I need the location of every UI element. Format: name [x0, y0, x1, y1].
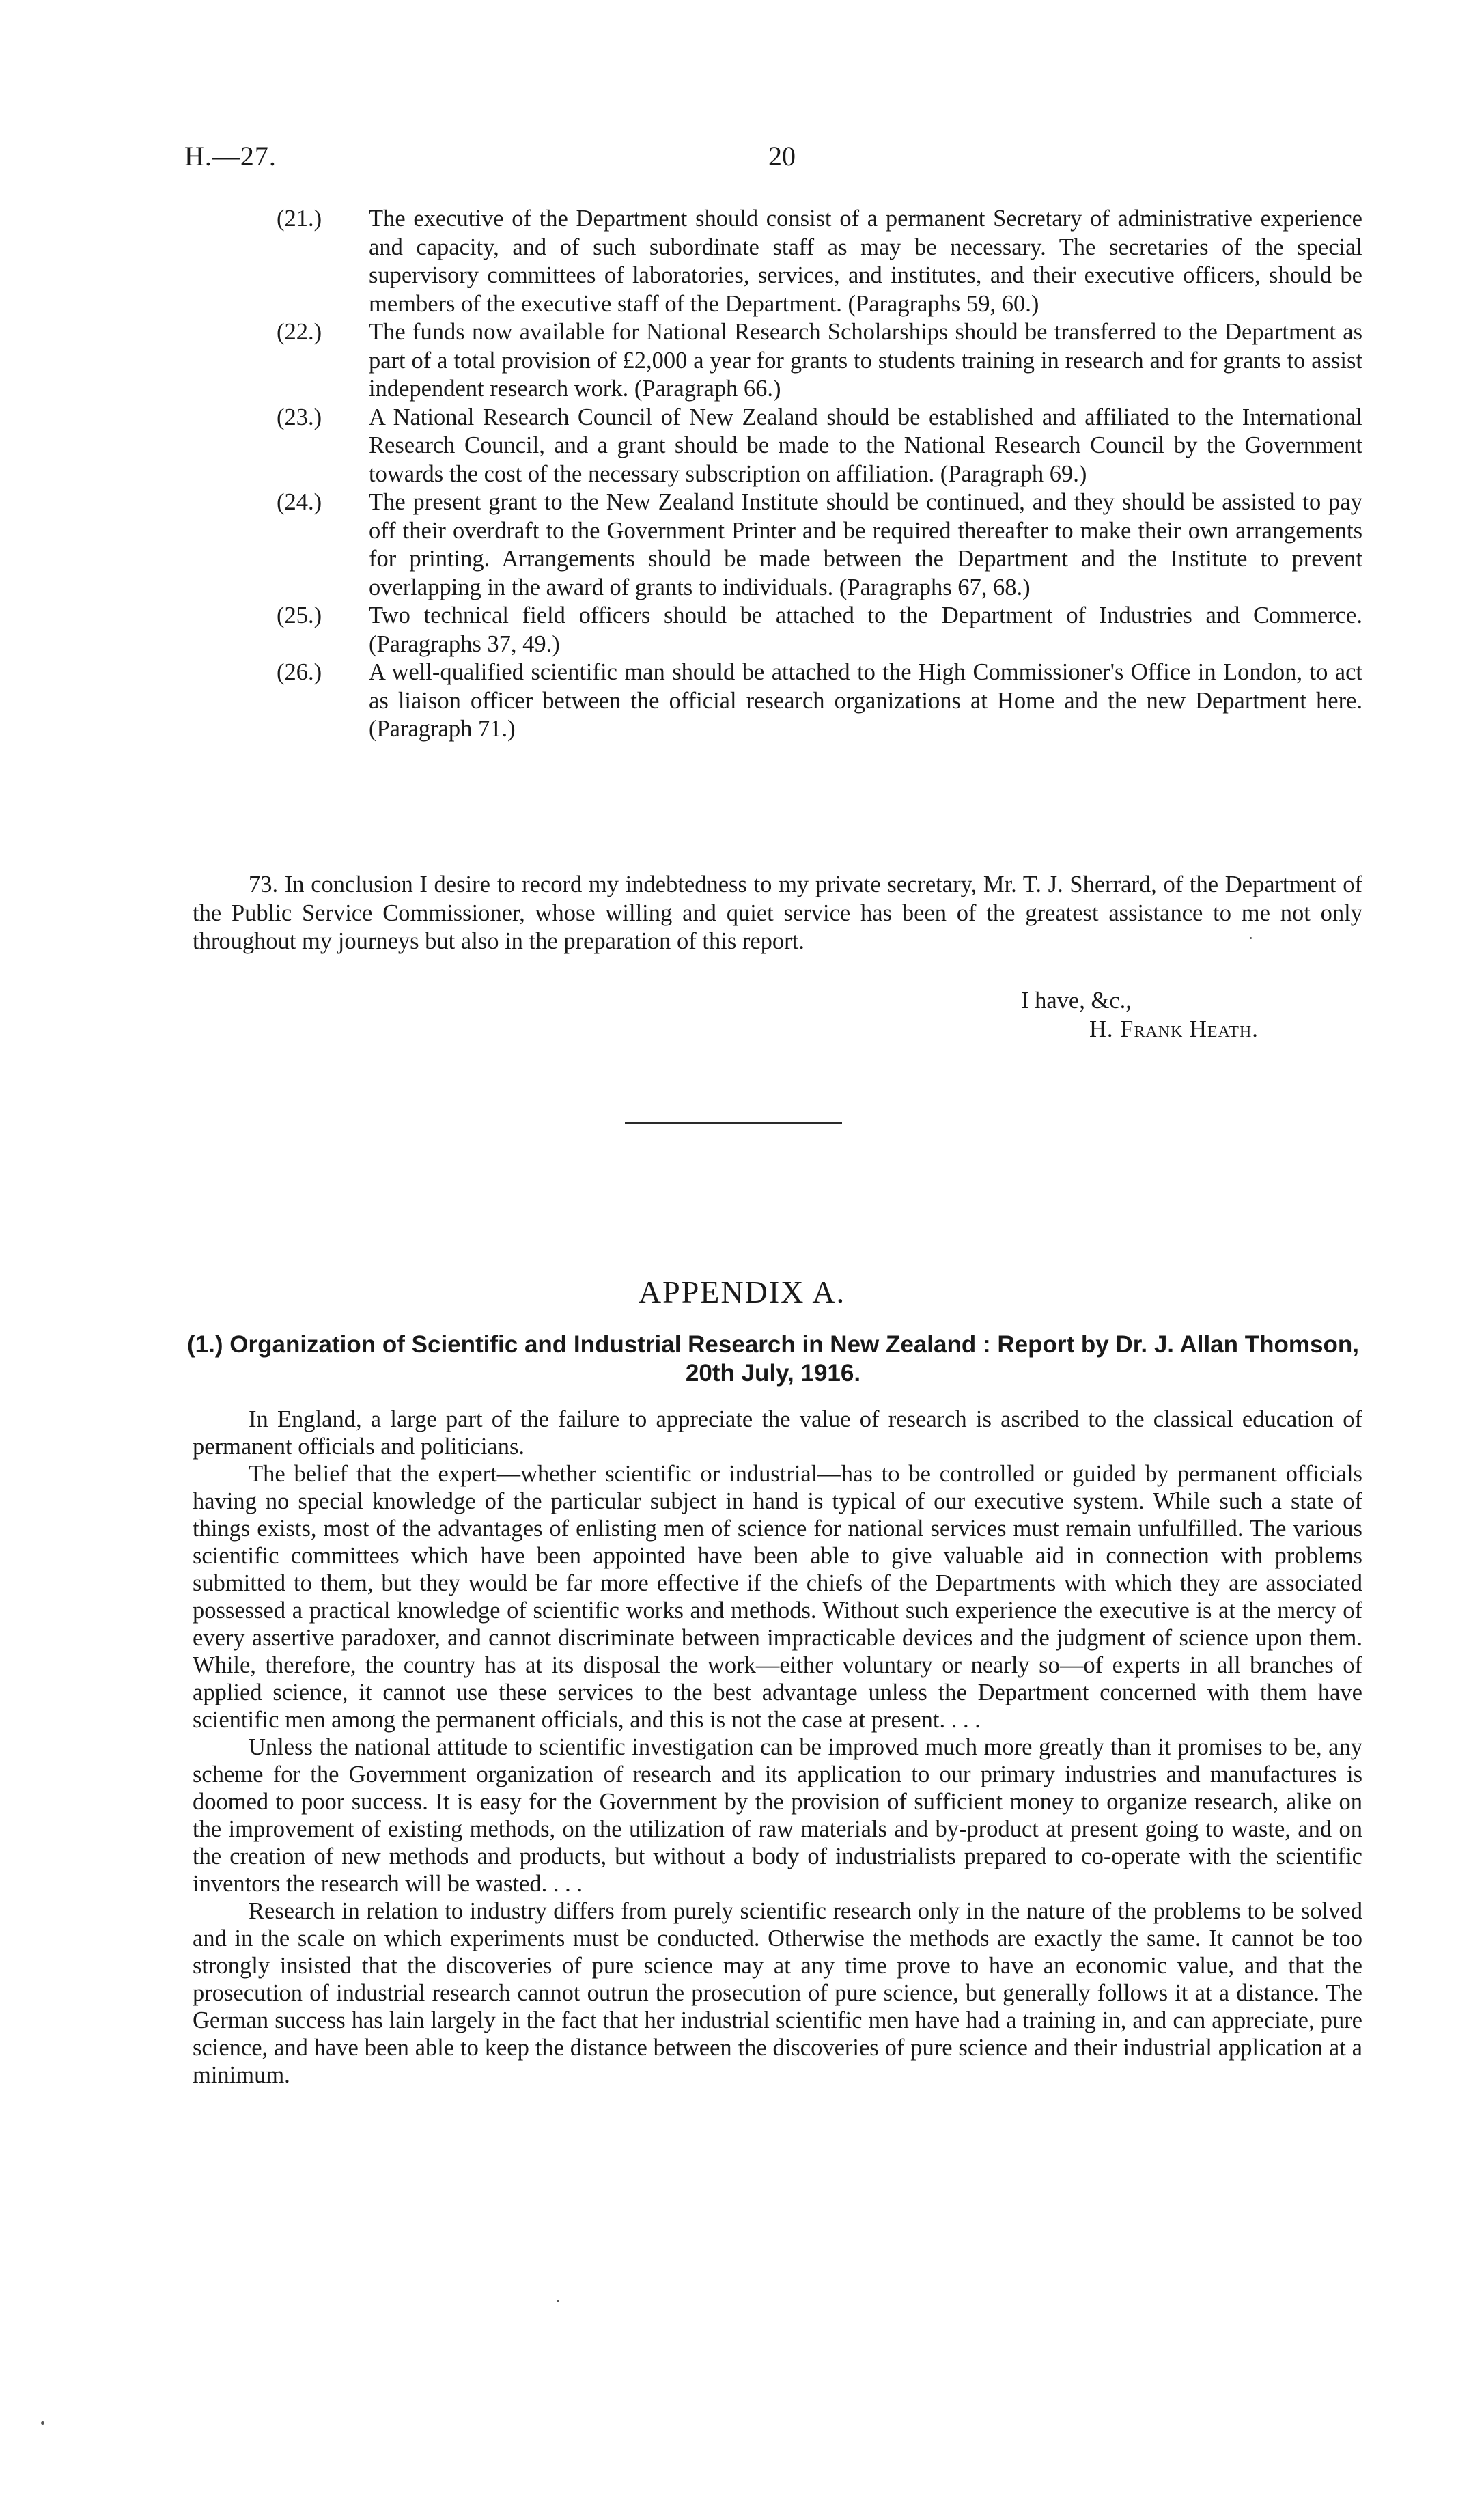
scan-speck	[41, 2421, 44, 2425]
page-number: 20	[768, 141, 796, 171]
body-paragraph: Unless the national attitude to scientific investigation can be improved much more greatly than it promises to be, any scheme for the Government organization of research and its application to our primary industries and manufactures is doomed to poor success. It is easy for the Government by the provision of sufficient money to organize research, alike on the improvement of existing methods, on the utilization of raw materials and by-product at present going to waste, and on the creation of new methods and products, but without a body of industrialists prepared to co-operate with the scientific inventors the research will be wasted. . . .	[193, 1734, 1362, 1897]
recommendation-item	[277, 658, 1362, 744]
recommendation-number: (26.)	[277, 659, 322, 685]
recommendation-item	[277, 205, 1362, 318]
recommendation-text: A National Research Council of New Zealand should be established and affiliated to the International Research Council, and a grant should be made to the National Research Council by the Government towards the cost of the necessary subscription on affiliation. (Paragraph 69.)	[369, 404, 1362, 487]
recommendation-item	[277, 318, 1362, 404]
recommendation-number: (24.)	[277, 489, 322, 515]
body-paragraph: In England, a large part of the failure to appreciate the value of research is ascribed to the classical education of permanent officials and politicians.	[193, 1406, 1362, 1460]
recommendation-item	[277, 404, 1362, 489]
scan-speck	[1250, 937, 1252, 939]
section-divider	[625, 1122, 842, 1124]
recommendation-item	[277, 488, 1362, 602]
recommendation-text: The executive of the Department should consist of a permanent Secretary of administrative experience and capacity, and of such subordinate staff as may be necessary. The secretaries of the special supervisory committees of laboratories, services, and institutes, and their executive officers, should be members of the executive staff of the Department. (Paragraphs 59, 60.)	[369, 206, 1362, 317]
conclusion-paragraph: 73. In conclusion I desire to record my indebtedness to my private secretary, Mr. T. J. Sherrard, of the Department of the Public Service Commissioner, whose willing and quiet service has been of the greatest assistance to me not only throughout my journeys but also in the preparation of this report.	[193, 872, 1362, 954]
recommendation-item	[277, 602, 1362, 658]
running-header	[184, 140, 1366, 181]
closing-salutation: I have, &c.,	[1021, 988, 1132, 1014]
recommendation-text: The funds now available for National Research Scholarships should be transferred to the Department as part of a total provision of £2,000 a year for grants to students training in research and for grants to assist independent research work. (Paragraph 66.)	[369, 319, 1362, 402]
recommendation-number: (21.)	[277, 206, 322, 232]
appendix-body	[193, 1406, 1362, 2089]
appendix-title: APPENDIX A.	[638, 1275, 846, 1309]
recommendation-number: (23.)	[277, 404, 322, 430]
body-paragraph: Research in relation to industry differs from purely scientific research only in the nature of the problems to be solved and in the scale on which experiments must be conducted. Otherwise the methods are exactly the same. It cannot be too strongly insisted that the discoveries of pure science may at any time prove to have an economic value, and that the prosecution of industrial research cannot outrun the prosecution of pure science, but generally follows it at a distance. The German success has lain largely in the fact that her industrial scientific men have had a training in, and can appreciate, pure science, and have been able to keep the distance between the discoveries of pure science and their industrial application at a minimum.	[193, 1898, 1362, 2088]
recommendation-text: Two technical field officers should be attached to the Department of Industries and Commerce. (Paragraphs 37, 49.)	[369, 602, 1362, 657]
recommendation-text: The present grant to the New Zealand Institute should be continued, and they should be assisted to pay off their overdraft to the Government Printer and be required thereafter to make their own arrangements for printing. Arrangements should be made between the Department and the Institute to prevent overlapping in the award of grants to individuals. (Paragraphs 67, 68.)	[369, 489, 1362, 600]
body-paragraph: The belief that the expert—whether scientific or industrial—has to be controlled or guided by permanent officials having no special knowledge of the particular subject in hand is typical of our executive system. While such a state of things exists, most of the advantages of enlisting men of science for national services must remain unfulfilled. The various scientific committees which have been appointed have been able to give valuable aid in connection with problems submitted to them, but they would be far more effective if the chiefs of the Departments with which they are associated possessed a practical knowledge of scientific works and methods. Without such experience the executive is at the mercy of every assertive paradoxer, and cannot discriminate between impracticable devices and the judgment of science upon them. While, therefore, the country has at its disposal the work—either voluntary or nearly so—of experts in all branches of applied science, it cannot use these services to the best advantage unless the Department concerned with them have scientific men among the permanent officials, and this is not the case at present. . . .	[193, 1461, 1362, 1733]
scan-speck	[557, 2300, 559, 2302]
document-reference: H.—27.	[184, 141, 277, 171]
recommendation-number: (25.)	[277, 602, 322, 628]
recommendation-text: A well-qualified scientific man should be attached to the High Commissioner's Office in London, to act as liaison officer between the official research organizations at Home and the new Department here. (Paragraph 71.)	[369, 659, 1362, 742]
recommendation-number: (22.)	[277, 319, 322, 345]
recommendations-list	[277, 205, 1362, 744]
signature-block	[1021, 987, 1259, 1044]
signatory-name: H. Frank Heath.	[1089, 1016, 1259, 1042]
appendix-section-heading: (1.) Organization of Scientific and Industrial Research in New Zealand : Report by Dr. J. Allan Thomson, 20th July, 1916.	[187, 1331, 1359, 1387]
